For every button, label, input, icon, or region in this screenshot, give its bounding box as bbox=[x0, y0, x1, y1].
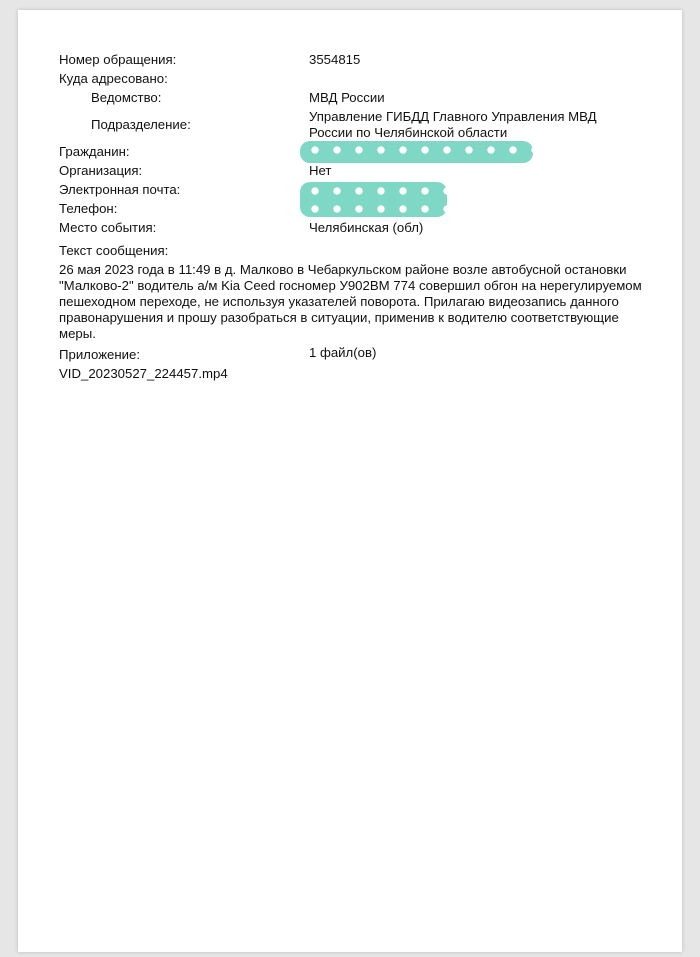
email-label: Электронная почта: bbox=[59, 182, 181, 197]
event-place-value: Челябинская (обл) bbox=[309, 220, 424, 235]
citizen-label: Гражданин: bbox=[59, 144, 130, 159]
citizen-redaction bbox=[300, 141, 533, 163]
organization-value: Нет bbox=[309, 163, 332, 178]
document-page bbox=[18, 10, 682, 952]
addressed-to-label: Куда адресовано: bbox=[59, 71, 168, 86]
email-phone-redaction bbox=[300, 182, 447, 217]
subdivision-value: Управление ГИБДД Главного Управления МВД России по Челябинской области bbox=[309, 109, 597, 140]
attachment-file[interactable]: VID_20230527_224457.mp4 bbox=[59, 366, 228, 381]
event-place-label: Место события: bbox=[59, 220, 157, 235]
subdivision-label: Подразделение: bbox=[91, 117, 191, 132]
organization-label: Организация: bbox=[59, 163, 143, 178]
message-text: 26 мая 2023 года в 11:49 в д. Малково в Чебаркульском районе возле автобусной остановки "Малково-2" водитель а/м Kia Ceed госномер У902ВМ 774 совершил обгон на нерегулируемом пешеходном переходе, не используя указателей поворота. Прилагаю видеозапись данного правонарушения и прошу разобраться в ситуации, применив к водителю соответствующие меры. bbox=[59, 262, 642, 341]
appeal-number-value: 3554815 bbox=[309, 52, 361, 67]
department-label: Ведомство: bbox=[91, 90, 162, 105]
department-value: МВД России bbox=[309, 90, 385, 105]
attachment-label: Приложение: bbox=[59, 347, 141, 362]
appeal-number-label: Номер обращения: bbox=[59, 52, 177, 67]
phone-label: Телефон: bbox=[59, 201, 118, 216]
attachment-count: 1 файл(ов) bbox=[309, 345, 377, 360]
message-label: Текст сообщения: bbox=[59, 243, 169, 258]
